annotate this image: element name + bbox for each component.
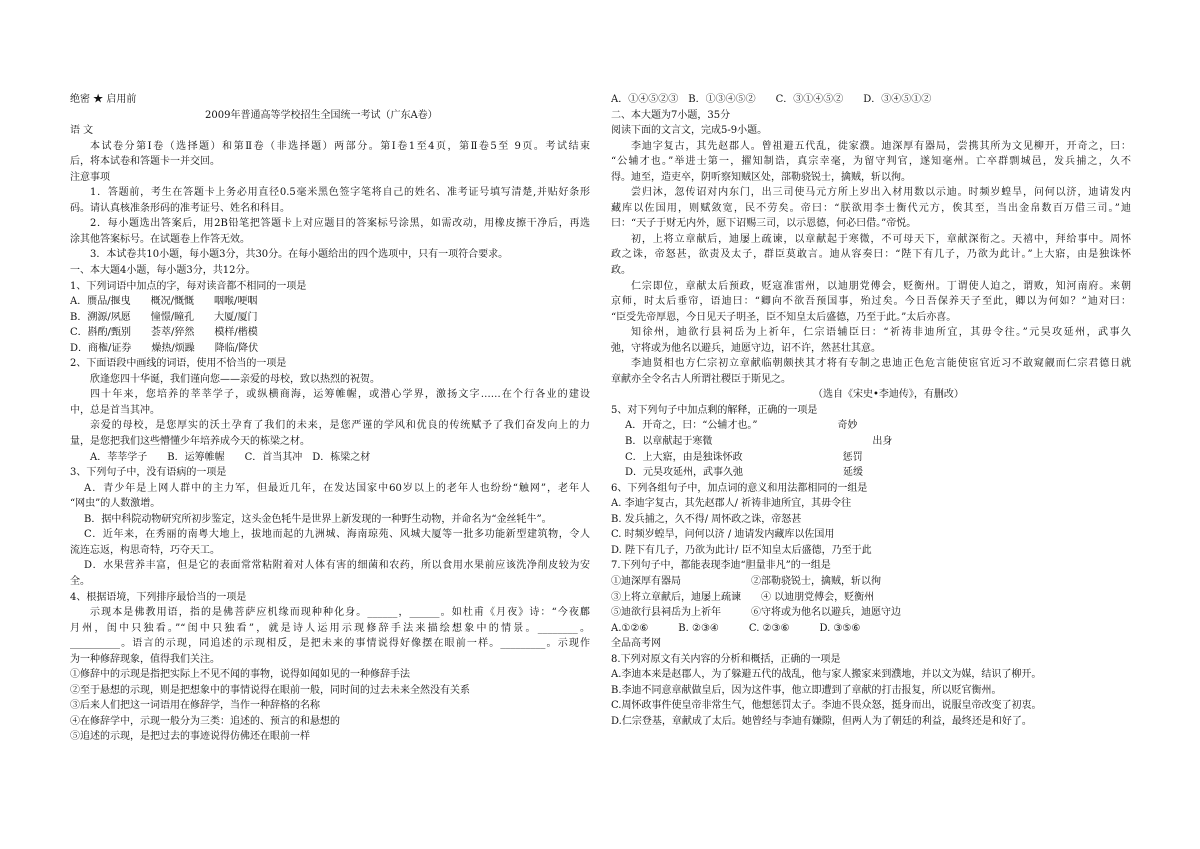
right-text-line: C．上大寤，由是独诛怀政 惩罚 xyxy=(625,451,863,463)
right-text-line: 6、下列各组句子中，加点词的意义和用法都相同的一组是 xyxy=(611,482,868,494)
right-text-line: 二、本大题为7小题，35分 xyxy=(611,109,731,121)
left-text-line: 四十年来，您培养的莘莘学子，或纵横商海，运筹帷幄，或潜心学界，激扬文字……在个行各业的建设 xyxy=(90,389,590,401)
right-text-line: ①迪深厚有器局 ②部勒骁锐士，擒贼，斩以徇 xyxy=(611,575,881,587)
left-text-line: 中，总是首当其冲。 xyxy=(70,404,160,416)
left-text-line: A．青少年是上网人群中的主力军，但最近几年，在发达国家中60岁以上的老年人也纷纷“触网”，老年人 xyxy=(84,482,590,494)
left-text-line: B．溯源/夙愿 憧憬/瞳孔 大厦/厦门 xyxy=(70,311,258,323)
left-text-line: 码。请认真核准条形码的准考证号、姓名和科目。 xyxy=(70,202,290,214)
left-text-line: 本试卷分第Ⅰ卷（选择题）和第Ⅱ卷（非选择题）两部分。第Ⅰ卷1至4页，第Ⅱ卷5至 9页。考试结束 xyxy=(90,140,590,152)
right-text-line: B.李迪不同意章献做皇后，因为这件事，他立即遭到了章献的打击报复，所以贬官衡州。 xyxy=(611,684,1002,696)
right-text-line: 8.下列对原文有关内容的分析和概括，正确的一项是 xyxy=(611,653,841,665)
right-text-line: 政之诛，帝怒甚，欲责及太子，群臣莫敢言。迪从容奏曰：“陛下有几子，乃欲为此计。”上大寤，由是独诛怀 xyxy=(611,249,1131,261)
left-text-line: 涂其他答案标号。在试题卷上作答无效。 xyxy=(70,233,250,245)
left-column xyxy=(70,92,590,745)
left-text-line: 亲爱的母校，是您厚实的沃土孕育了我们的未来，是您严谨的学风和优良的传统赋予了我们奋发向上的力 xyxy=(90,420,590,432)
left-text-line: 全。 xyxy=(70,575,90,587)
left-text-line: 后，将本试卷和答题卡一并交回。 xyxy=(70,156,220,168)
left-text-line: 4、根据语境，下列排序最恰当的一项是 xyxy=(70,591,247,603)
left-text-line: ⑤追述的示现，是把过去的事迹说得仿佛还在眼前一样 xyxy=(70,731,310,743)
right-text-line: A．开奇之，曰：“公辅才也。” 奇妙 xyxy=(625,420,858,432)
right-text-line: 藏库以佐国用，则赋敛宽，民不劳矣。帝曰：“朕欲用李士衡代元方，俟其至，当出金帛数百万借三司。”迪 xyxy=(611,202,1131,214)
right-text-line: 7.下列句子中，都能表现李迪“胆量非凡”的一组是 xyxy=(611,560,831,572)
left-text-line: A．赝品/揠曳 概况/慨慨 咽喉/哽咽 xyxy=(70,296,258,308)
right-text-line: ③上将立章献后，迪屡上疏谏 ④ 以迪朋党傅会，贬衡州 xyxy=(611,591,875,603)
right-text-line: 曰：“天子于财无内外，愿下诏赐三司，以示恩德，何必曰借。”帝悦。 xyxy=(611,218,917,230)
right-text-line: C.周怀政事件使皇帝非常生气，他想惩罚太子。李迪不畏众怒，挺身而出，说服皇帝改变了初衷。 xyxy=(611,700,1042,712)
right-text-line: 尝归沐，忽传诏对内东门，出三司使马元方所上岁出入材用数以示迪。时频岁蝗旱，问何以济，迪请发内 xyxy=(631,187,1131,199)
right-text-line: 仁宗即位，章献太后预政，贬寇准雷州，以迪朋党傅会，贬衡州。丁谓使人迫之，谓败，知河南府。来朝 xyxy=(631,280,1131,292)
left-text-line: 1．答题前，考生在答题卡上务必用直径0.5毫米黑色签字笔将自己的姓名、准考证号填写清楚,并贴好条形 xyxy=(90,187,590,199)
right-text-line: D.仁宗登基，章献成了太后。她曾经与李迪有嫌隙，但两人为了朝廷的利益，最终还是和好了。 xyxy=(611,715,1032,727)
right-text-line: ⑤迪欲行县祠岳为上祈年 ⑥守将或为他名以避兵，迪愿守边 xyxy=(611,607,901,619)
right-text-line: A. 李迪字复古，其先赵郡人/ 祈祷非迪所宜，其毋令往 xyxy=(611,498,852,510)
left-text-line: C．近年来，在秀丽的南粤大地上，拔地而起的九洲城、海南琼苑、风城大厦等一批多功能新型建筑物，令人 xyxy=(84,529,590,541)
right-text-line: A.①②⑥ B. ②③④ C. ②③⑥ D. ③⑤⑥ xyxy=(611,622,861,634)
right-text-line: C. 时频岁蝗旱，问何以济 / 迪请发内藏库以佐国用 xyxy=(611,529,835,541)
left-text-line: 一、本大题4小题，每小题3分，共12分。 xyxy=(70,265,256,277)
right-text-line: B．以章献起于寒微 出身 xyxy=(625,436,893,448)
left-text-line: 欣逢您四十华诞，我们谨向您——亲爱的母校，致以热烈的祝贺。 xyxy=(90,373,380,385)
right-text-line: 弛，守将或为他名以避兵，迪愿守边，诏不许，然甚壮其意。 xyxy=(611,342,881,354)
right-text-line: 政。 xyxy=(611,265,631,277)
left-text-line: 3．本试卷共10小题，每小题3分，共30分。在每小题给出的四个选项中，只有一项符合要求。 xyxy=(90,249,509,261)
left-text-line: 2、下面语段中画线的词语，使用不恰当的一项是 xyxy=(70,358,287,370)
left-text-line: “网虫”的人数激增。 xyxy=(70,498,161,510)
right-text-body xyxy=(611,92,1131,729)
left-text-line: B．据中科院动物研究所初步鉴定，这头金色牦牛是世界上新发现的一种野生动物，并命名为“金丝牦牛”。 xyxy=(84,513,552,525)
right-text-line: B. 发兵捕之，久不得/ 周怀政之诛，帝怒甚 xyxy=(611,513,802,525)
left-text-line: 示现本是佛教用语，指的是佛菩萨应机缘而现种种化身。______，______。如杜甫《月夜》诗：“今夜鄜 xyxy=(90,607,590,619)
right-text-line: A.李迪本来是赵郡人，为了躲避五代的战乱，他与家人搬家来到濮地，并以文为媒，结识了柳开。 xyxy=(611,669,1042,681)
right-text-line: “臣受先帝厚恩，今日见天子明圣，臣不知皇太后盛德，乃至于此。”太后亦喜。 xyxy=(611,311,957,323)
right-text-line: 得。迪至，造吏卒，阴听察知贼区处，部勒骁锐士，擒贼，斩以徇。 xyxy=(611,171,911,183)
left-text-line: 3、下列句子中，没有语病的一项是 xyxy=(70,467,227,479)
right-text-line: 阅读下面的文言文，完成5-9小题。 xyxy=(611,125,768,137)
left-text-line: A．莘莘学子 B．运筹帷幄 C．首当其冲 D．栋梁之材 xyxy=(90,451,371,463)
left-text-line: D．水果营养丰富，但是它的表面常常粘附着对人体有害的细菌和农药，所以食用水果前应该洗净削皮较为安 xyxy=(84,560,590,572)
left-text-line: 1、下列词语中加点的字，每对读音都不相同的一项是 xyxy=(70,280,307,292)
secret-label: 绝密 ★ 启用前 xyxy=(70,94,137,105)
left-text-line: 2．每小题选出答案后，用2B铅笔把答题卡上对应题目的答案标号涂黑，如需改动，用橡皮擦干净后，再选 xyxy=(90,218,590,230)
left-text-line: 月州，闺中只独看。”“闺中只独看”，就是诗人运用示现修辞手法来描绘想象中的情景。________。 xyxy=(70,622,590,634)
left-text-line: 注意事项 xyxy=(70,171,110,183)
right-text-line: D. 陛下有几子，乃欲为此计/ 臣不知皇太后盛德，乃至于此 xyxy=(611,544,872,556)
right-text-line: A．①④⑤②③ B．①③④⑤② C．③①④⑤② D．③④⑤①② xyxy=(611,94,932,105)
right-text-line: 5、对下列句子中加点剩的解释，正确的一项是 xyxy=(611,404,818,416)
left-text-line: 量，是您把我们这些懵懂少年培养成今天的栋梁之材。 xyxy=(70,436,310,448)
right-text-line: 京师，时太后垂帘，语迪曰：“卿向不欲吾预国事，殆过矣。今日吾保养天子至此，卿以为何如？”迪对曰： xyxy=(611,296,1131,308)
left-text-line: ④在修辞学中，示现一般分为三类：追述的、预言的和悬想的 xyxy=(70,715,340,727)
right-text-line: 李迪字复古，其先赵郡人。曾祖避五代乱，徙家濮。迪深厚有器局，尝携其所为文见柳开，开奇之，曰： xyxy=(631,140,1131,152)
right-text-line: （选自《宋史•李迪传》，有删改） xyxy=(813,389,964,401)
left-text-body xyxy=(70,139,590,745)
subject-label: 语 文 xyxy=(70,125,94,137)
left-text-line: 流连忘返，构思奇特，巧夺天工。 xyxy=(70,544,220,556)
left-text-line: D．商権/证券 燥热/烦躁 降临/降伏 xyxy=(70,342,259,354)
left-text-line: ①修辞中的示现是指把实际上不见不闻的事物，说得如闻如见的一种修辞手法 xyxy=(70,669,410,681)
right-text-line: 全品高考网 xyxy=(611,638,661,650)
left-text-line: ③后来人们把这一词语用在修辞学，当作一种辞格的名称 xyxy=(70,700,320,712)
left-text-line: C．斟酌/甄别 荟萃/猝然 模样/楷模 xyxy=(70,327,258,339)
left-text-line: __________。语言的示现，同追述的示现相反，是把未来的事情说得好像摆在眼前一样。_________。示现作 xyxy=(70,638,590,650)
right-text-line: “公辅才也。”举进士第一，擢知制诰，真宗幸毫，为留守判官，遂知毫州。亡卒群剽城邑，发兵捕之，久不 xyxy=(611,156,1131,168)
left-text-line: ②至于悬想的示现，则是把想象中的事情说得在眼前一般，同时间的过去未来全然没有关系 xyxy=(70,684,470,696)
right-text-line: 初，上将立章献后，迪屡上疏谏，以章献起于寒微，不可母天下，章献深衔之。天禧中，拜给事中。周怀 xyxy=(631,233,1131,245)
right-text-line: 李迪贤相也方仁宗初立章献临朝颇挟其才将有专制之患迪正色危言能使宦官近习不敢窥觎而仁宗君德日就 xyxy=(631,358,1131,370)
right-text-line: D．元昊攻延州，武事久弛 延缓 xyxy=(625,467,864,479)
left-text-line: 为一种修辞现象，值得我们关注。 xyxy=(70,653,220,665)
exam-title: 2009年普通高等学校招生全国统一考试（广东A卷） xyxy=(205,109,438,121)
right-text-line: 章献亦全令名古人所谓社稷臣于斯见之。 xyxy=(611,373,791,385)
right-text-line: 知徐州，迪欲行县祠岳为上祈年，仁宗语辅臣曰：“祈祷非迪所宜，其毋令往。”元昊攻延州，武事久 xyxy=(631,327,1131,339)
right-column xyxy=(611,92,1131,729)
